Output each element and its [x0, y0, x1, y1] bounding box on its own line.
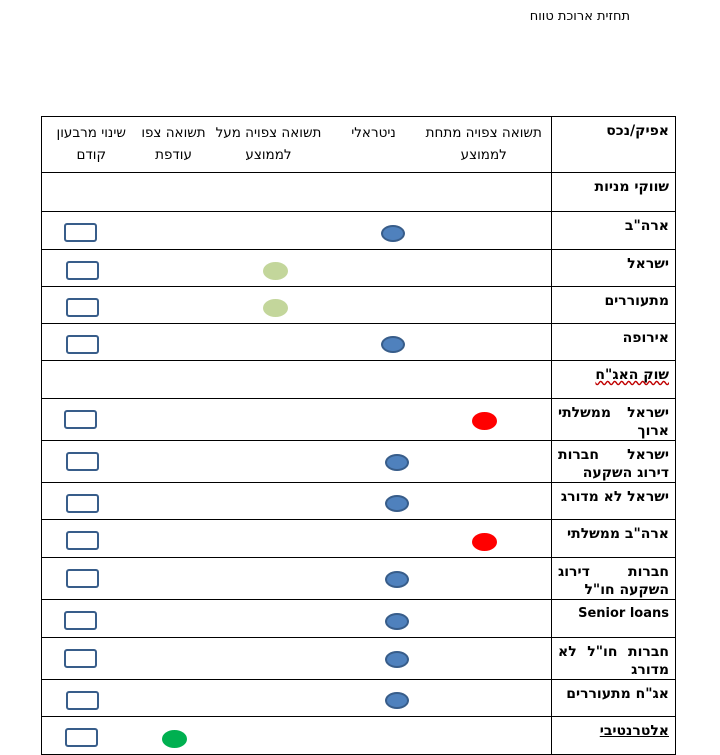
table-row — [42, 324, 676, 361]
asset-label: ארה"ב — [624, 218, 669, 234]
table-row — [42, 212, 676, 250]
rounded-rectangle-icon — [66, 261, 99, 280]
blue-ellipse-icon — [385, 651, 409, 668]
table-row — [42, 638, 676, 680]
document-title: תחזית ארוכת טווח — [529, 9, 630, 24]
rounded-rectangle-icon — [66, 494, 99, 513]
asset-label: Senior loans — [578, 606, 669, 621]
asset-label: ישראל חברות דירוג השקעה — [558, 447, 669, 481]
asset-label: ישראל — [627, 256, 669, 272]
header-asset: אפיק/נכס — [606, 123, 669, 139]
asset-label: שווקי מניות — [594, 179, 669, 195]
table-row — [42, 399, 676, 441]
table-row — [42, 250, 676, 287]
rounded-rectangle-icon — [66, 531, 99, 550]
rounded-rectangle-icon — [64, 410, 97, 429]
table-row — [42, 173, 676, 212]
asset-label: ישראל לא מדורג — [560, 489, 669, 505]
red-ellipse-icon — [472, 412, 497, 430]
rounded-rectangle-icon — [66, 335, 99, 354]
light-green-ellipse-icon — [263, 262, 288, 280]
table-row — [42, 558, 676, 600]
rounded-rectangle-icon — [66, 298, 99, 317]
table-row — [42, 680, 676, 717]
header-row — [42, 117, 676, 173]
header-below-average: תשואה צפויה מתחת לממוצע — [425, 125, 542, 163]
rounded-rectangle-icon — [66, 691, 99, 710]
table-row — [42, 287, 676, 324]
blue-ellipse-icon — [385, 692, 409, 709]
header-above-average: תשואה צפויה מעל לממוצע — [215, 125, 322, 163]
green-ellipse-icon — [162, 730, 187, 748]
blue-ellipse-icon — [385, 495, 409, 512]
red-ellipse-icon — [472, 533, 497, 551]
light-green-ellipse-icon — [263, 299, 288, 317]
rounded-rectangle-icon — [66, 569, 99, 588]
table-row — [42, 441, 676, 483]
forecast-table — [41, 116, 676, 755]
rounded-rectangle-icon — [65, 728, 98, 747]
table-row — [42, 600, 676, 638]
asset-label: חברות דירוג השקעה חו"ל — [558, 564, 669, 598]
asset-label: ארה"ב ממשלתי — [567, 526, 669, 542]
header-asset-cell — [552, 117, 676, 173]
asset-label: חברות חו"ל לא מדורג — [558, 644, 669, 678]
header-quarter-change: שינוי מרבעון קודם — [56, 125, 126, 163]
asset-label: מתעוררים — [604, 293, 669, 309]
header-neutral: ניטראלי — [351, 125, 396, 141]
asset-label: שוק האג"ח — [595, 367, 669, 383]
asset-label: אירופה — [622, 330, 669, 346]
rounded-rectangle-icon — [66, 452, 99, 471]
blue-ellipse-icon — [381, 225, 405, 242]
blue-ellipse-icon — [381, 336, 405, 353]
blue-ellipse-icon — [385, 571, 409, 588]
asset-label: אג"ח מתעוררים — [566, 686, 669, 702]
rounded-rectangle-icon — [64, 649, 97, 668]
table-row — [42, 483, 676, 520]
blue-ellipse-icon — [385, 454, 409, 471]
asset-label: אלטרנטיבי — [599, 723, 669, 739]
rounded-rectangle-icon — [64, 611, 97, 630]
table-row — [42, 520, 676, 558]
rounded-rectangle-icon — [64, 223, 97, 242]
asset-label: ישראל ממשלתי ארוך — [558, 405, 669, 439]
header-excess-return: תשואה צפו עודפת — [141, 125, 206, 163]
table-body — [42, 173, 676, 755]
blue-ellipse-icon — [385, 613, 409, 630]
table-row — [42, 361, 676, 399]
